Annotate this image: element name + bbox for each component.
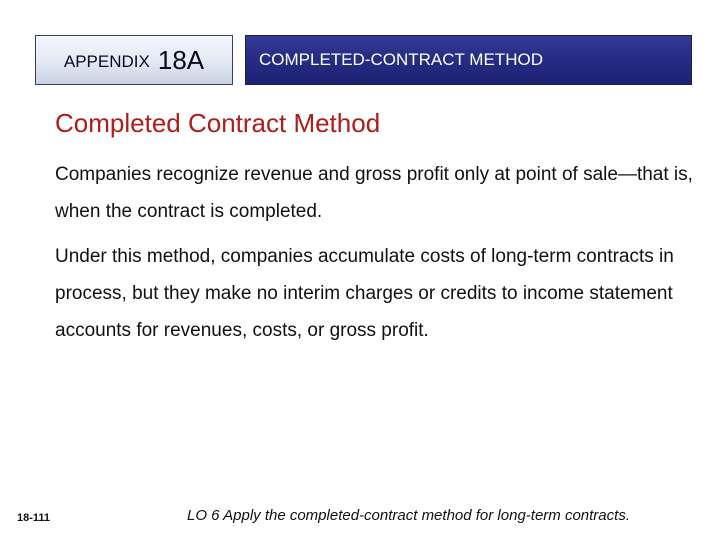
section-title: COMPLETED-CONTRACT METHOD xyxy=(259,50,543,69)
appendix-number: 18A xyxy=(157,44,205,75)
section-title-bar xyxy=(245,35,692,85)
learning-objective: LO 6 Apply the completed-contract method for long-term contracts. xyxy=(187,507,630,524)
slide-heading: Completed Contract Method xyxy=(55,108,381,138)
appendix-label: APPENDIX xyxy=(63,52,150,71)
paragraph-cost-accumulation: Under this method, companies accumulate costs of long-term contracts in process, but they make no interim charges or credits to income statement accounts for revenues, costs, or gross profit. xyxy=(55,246,674,341)
page-number: 18-111 xyxy=(17,512,51,524)
appendix-badge xyxy=(35,35,233,85)
paragraph-recognition: Companies recognize revenue and gross profit only at point of sale—that is, when the contract is completed. xyxy=(55,164,693,222)
